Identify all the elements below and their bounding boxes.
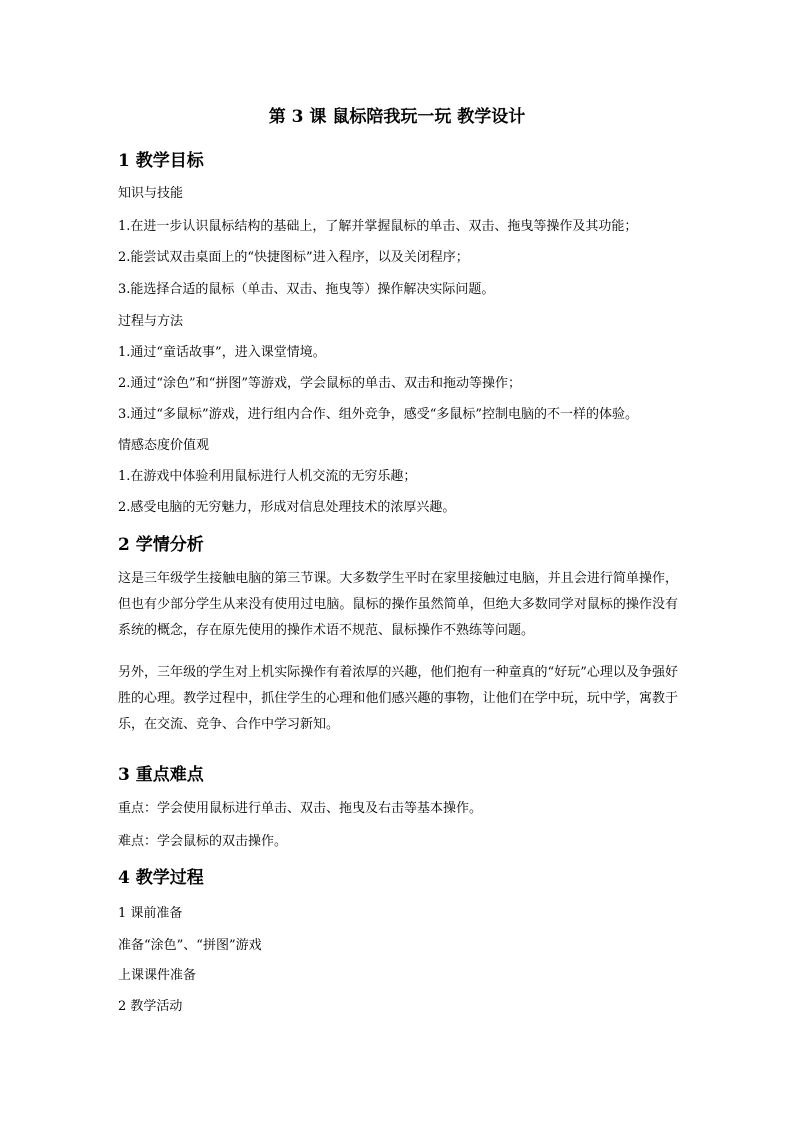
goal-line: 3.通过“多鼠标”游戏，进行组内合作、组外竞争，感受“多鼠标”控制电脑的不一样的体验。 xyxy=(118,407,638,422)
section-heading-teaching-process: 4 教学过程 xyxy=(118,868,204,888)
subheading-knowledge-skills: 知识与技能 xyxy=(118,186,184,201)
subheading-attitude-values: 情感态度价值观 xyxy=(118,438,210,453)
section-heading-learner-analysis: 2 学情分析 xyxy=(118,535,204,555)
analysis-paragraph: 这是三年级学生接触电脑的第三节课。大多数学生平时在家里接触过电脑，并且会进行简单操作，但也有少部分学生从来没有使用过电脑。鼠标的操作虽然简单，但绝大多数同学对鼠标的操作没有系统的概念，存在原先使用的操作术语不规范、鼠标操作不熟练等问题。 xyxy=(118,571,678,638)
process-line: 准备“涂色”、“拼图”游戏 xyxy=(118,938,262,953)
document-title: 第 3 课 鼠标陪我玩一玩 教学设计 xyxy=(268,107,526,127)
key-point-line: 重点：学会使用鼠标进行单击、双击、拖曳及右击等基本操作。 xyxy=(118,801,483,816)
section-heading-teaching-goals: 1 教学目标 xyxy=(118,151,204,171)
section-heading-key-points: 3 重点难点 xyxy=(118,765,204,785)
goal-line: 2.感受电脑的无穷魅力，形成对信息处理技术的浓厚兴趣。 xyxy=(118,500,456,515)
goal-line: 1.通过“童话故事”，进入课堂情境。 xyxy=(118,345,326,360)
analysis-paragraph: 另外，三年级的学生对上机实际操作有着浓厚的兴趣，他们抱有一种童真的“好玩”心理以及争强好胜的心理。教学过程中，抓住学生的心理和他们感兴趣的事物，让他们在学中玩，玩中学，寓教于乐，在交流、竞争、合作中学习新知。 xyxy=(118,665,678,732)
key-point-line: 难点：学会鼠标的双击操作。 xyxy=(118,834,288,849)
goal-line: 2.通过“涂色”和“拼图”等游戏，学会鼠标的单击、双击和拖动等操作； xyxy=(118,376,521,391)
subheading-process-methods: 过程与方法 xyxy=(118,314,184,329)
goal-line: 3.能选择合适的鼠标（单击、双击、拖曳等）操作解决实际问题。 xyxy=(118,282,495,297)
process-line: 1 课前准备 xyxy=(118,906,183,921)
process-line: 上课课件准备 xyxy=(118,968,197,983)
process-line: 2 教学活动 xyxy=(118,999,183,1014)
goal-line: 1.在进一步认识鼠标结构的基础上，了解并掌握鼠标的单击、双击、拖曳等操作及其功能； xyxy=(118,219,638,234)
goal-line: 2.能尝试双击桌面上的“快捷图标”进入程序，以及关闭程序； xyxy=(118,250,469,265)
goal-line: 1.在游戏中体验利用鼠标进行人机交流的无穷乐趣； xyxy=(118,469,417,484)
